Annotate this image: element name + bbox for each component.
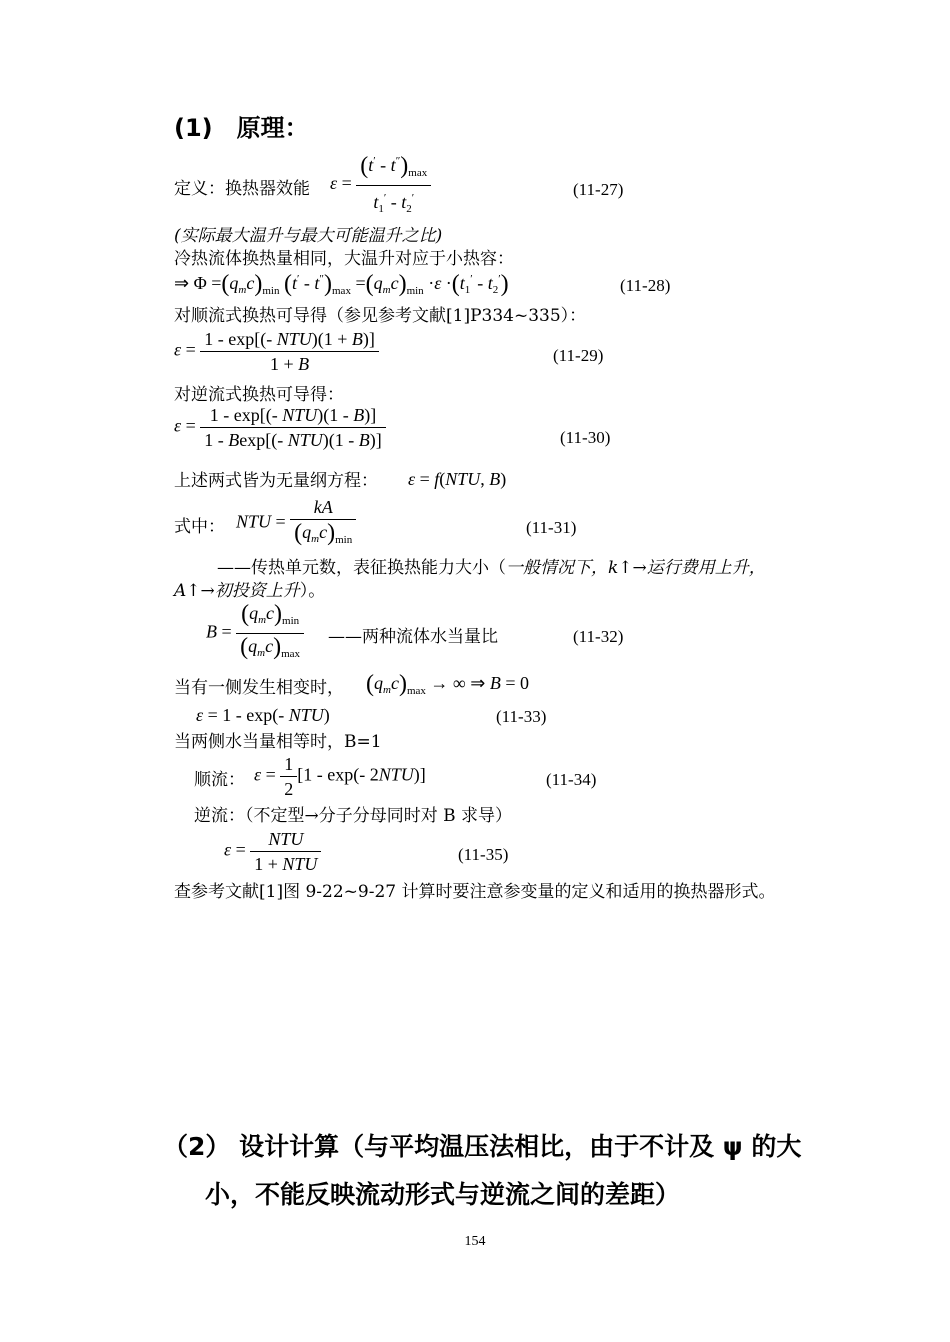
ntu-description <box>217 557 766 579</box>
section-heading-design-line1: （2） 设计计算（与平均温压法相比，由于不计及 ψ 的大 <box>163 1132 802 1161</box>
counter-label: 逆流：（不定型→分子分母同时对 B 求导） <box>194 806 513 826</box>
equation-number-11-32: (11-32) <box>573 627 624 646</box>
equation-number-11-28: (11-28) <box>620 276 671 295</box>
phase-change-statement: 当有一侧发生相变时， <box>174 678 344 698</box>
parallel-label: 顺流： <box>194 770 245 790</box>
equation-number-11-30: (11-30) <box>560 428 611 447</box>
where-prefix: 式中： <box>174 517 225 537</box>
dimensionless-statement: 上述两式皆为无量纲方程： <box>174 471 378 491</box>
ratio-note: (实际最大温升与最大可能温升之比) <box>174 226 443 246</box>
equation-number-11-33: (11-33) <box>496 707 547 726</box>
reference-statement: 查参考文献[1]图 9-22~9-27 计算时要注意参变量的定义和适用的换热器形式。 <box>174 882 776 902</box>
b-description: ——两种流体水当量比 <box>328 627 498 647</box>
equal-equivalent-statement: 当两侧水当量相等时，B=1 <box>174 732 382 752</box>
equation-number-11-35: (11-35) <box>458 845 509 864</box>
cold-hot-statement: 冷热流体换热量相同，大温升对应于小热容： <box>174 249 514 269</box>
page-number: 154 <box>464 1234 486 1249</box>
equation-11-30-formula: ε = $\frac{\text{1 - exp[(- NTU)(1 - B)]}}{\text{1 - Bexp[(- NTU)(1 - B)]}}$ <box>174 404 386 451</box>
ntu-description-italic-2: A↑→初投资上升 <box>174 581 300 601</box>
phase-change-formula: $(q_mc)_{max}$ → ∞ ⇒ B = 0 <box>366 671 529 697</box>
parallel-flow-statement: 对顺流式换热可导得（参见参考文献[1]P334~335）： <box>174 306 587 326</box>
equation-11-33-formula: ε = 1 - exp(- NTU) <box>196 705 330 725</box>
equation-11-35-formula: ε = $\frac{\text{NTU}}{\text{1 + NTU}}$ <box>224 828 321 875</box>
definition-prefix: 定义：换热器效能 <box>174 179 310 199</box>
counter-flow-statement: 对逆流式换热可导得： <box>174 385 344 405</box>
section-heading-design-line2: 小，不能反映流动形式与逆流之间的差距） <box>205 1180 681 1209</box>
ntu-description-close: ）。 <box>299 581 326 601</box>
equation-11-34-formula: ε = $\frac{1}{2}$ [1 - exp(- 2NTU)] <box>254 754 426 799</box>
equation-number-11-27: (11-27) <box>573 180 624 199</box>
equation-number-11-34: (11-34) <box>546 770 597 789</box>
equation-11-28-formula: ⇒ $\Phi =(q_mc)_{min}$ $(t' - t'')_{max} =(q_mc)_{min} \cdot\varepsilon \cdot(t_1' - t_2')$ <box>174 271 509 297</box>
equation-number-11-31: (11-31) <box>526 518 577 537</box>
equation-11-31-formula: NTU = $\frac{kA}{(q_mc)_{min}}$ <box>236 496 356 551</box>
ntu-description-main: ——传热单元数，表征换热能力大小（ <box>217 558 506 578</box>
equation-11-29-formula: ε = $\frac{\text{1 - exp[(- NTU)(1 + B)]}}{1 + B}$ <box>174 328 379 375</box>
ntu-description-cont <box>174 580 325 602</box>
dimensionless-formula: ε = f(NTU, B) <box>408 469 507 489</box>
ntu-description-italic-1: 一般情况下，k↑→运行费用上升， <box>506 558 766 578</box>
section-heading-principle: (1) 原理： <box>174 114 309 142</box>
equation-11-27-formula: ε = $\frac{(t' - t'')_{max}}{t_1' - t_2'}$ <box>330 150 431 220</box>
equation-number-11-29: (11-29) <box>553 346 604 365</box>
equation-11-32-formula: B = $\frac{(q_mc)_{min}}{(q_mc)_{max}}$ <box>206 602 304 665</box>
